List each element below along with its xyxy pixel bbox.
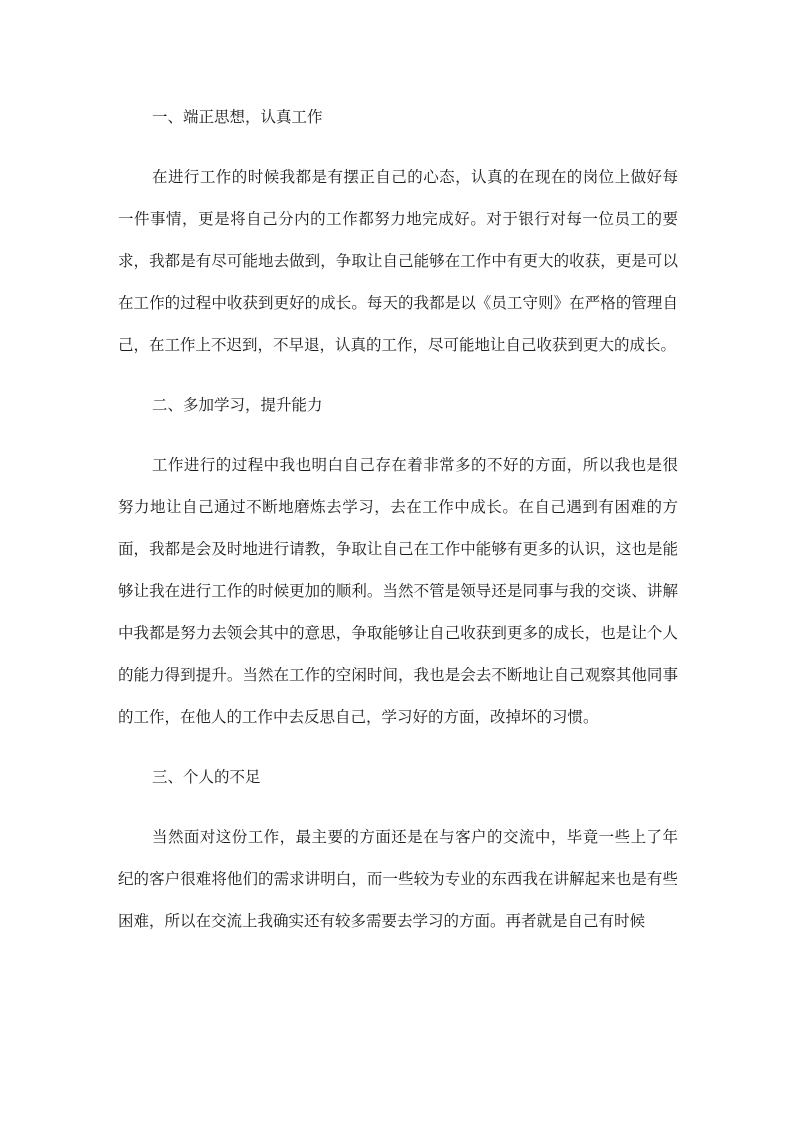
section-paragraph-1: 在进行工作的时候我都是有摆正自己的心态，认真的在现在的岗位上做好每一件事情，更是将自己分内的工作都努力地完成好。对于银行对每一位员工的要求，我都是有尽可能地去做到，争取让自己能够在工作中有更大的收获，更是可以在工作的过程中收获到更好的成长。每天的我都是以《员工守则》在严格的管理自己，在工作上不迟到，不早退，认真的工作，尽可能地让自己收获到更大的成长。 — [118, 168, 678, 354]
section-heading-1: 一、端正思想，认真工作 — [152, 108, 323, 126]
section-heading-2: 二、多加学习，提升能力 — [152, 396, 323, 414]
document-page — [118, 96, 678, 960]
section-heading-3: 三、个人的不足 — [152, 768, 261, 786]
section-paragraph-3: 当然面对这份工作，最主要的方面还是在与客户的交流中，毕竟一些上了年纪的客户很难将他们的需求讲明白，而一些较为专业的东西我在讲解起来也是有些困难，所以在交流上我确实还有较多需要去学习的方面。再者就是自己有时候 — [118, 828, 678, 930]
section-paragraph-2: 工作进行的过程中我也明白自己存在着非常多的不好的方面，所以我也是很努力地让自己通过不断地磨炼去学习，去在工作中成长。在自己遇到有困难的方面，我都是会及时地进行请教，争取让自己在工作中能够有更多的认识，这也是能够让我在进行工作的时候更加的顺利。当然不管是领导还是同事与我的交谈、讲解中我都是努力去领会其中的意思，争取能够让自己收获到更多的成长，也是让个人的能力得到提升。当然在工作的空闲时间，我也是会去不断地让自己观察其他同事的工作，在他人的工作中去反思自己，学习好的方面，改掉坏的习惯。 — [118, 456, 678, 726]
